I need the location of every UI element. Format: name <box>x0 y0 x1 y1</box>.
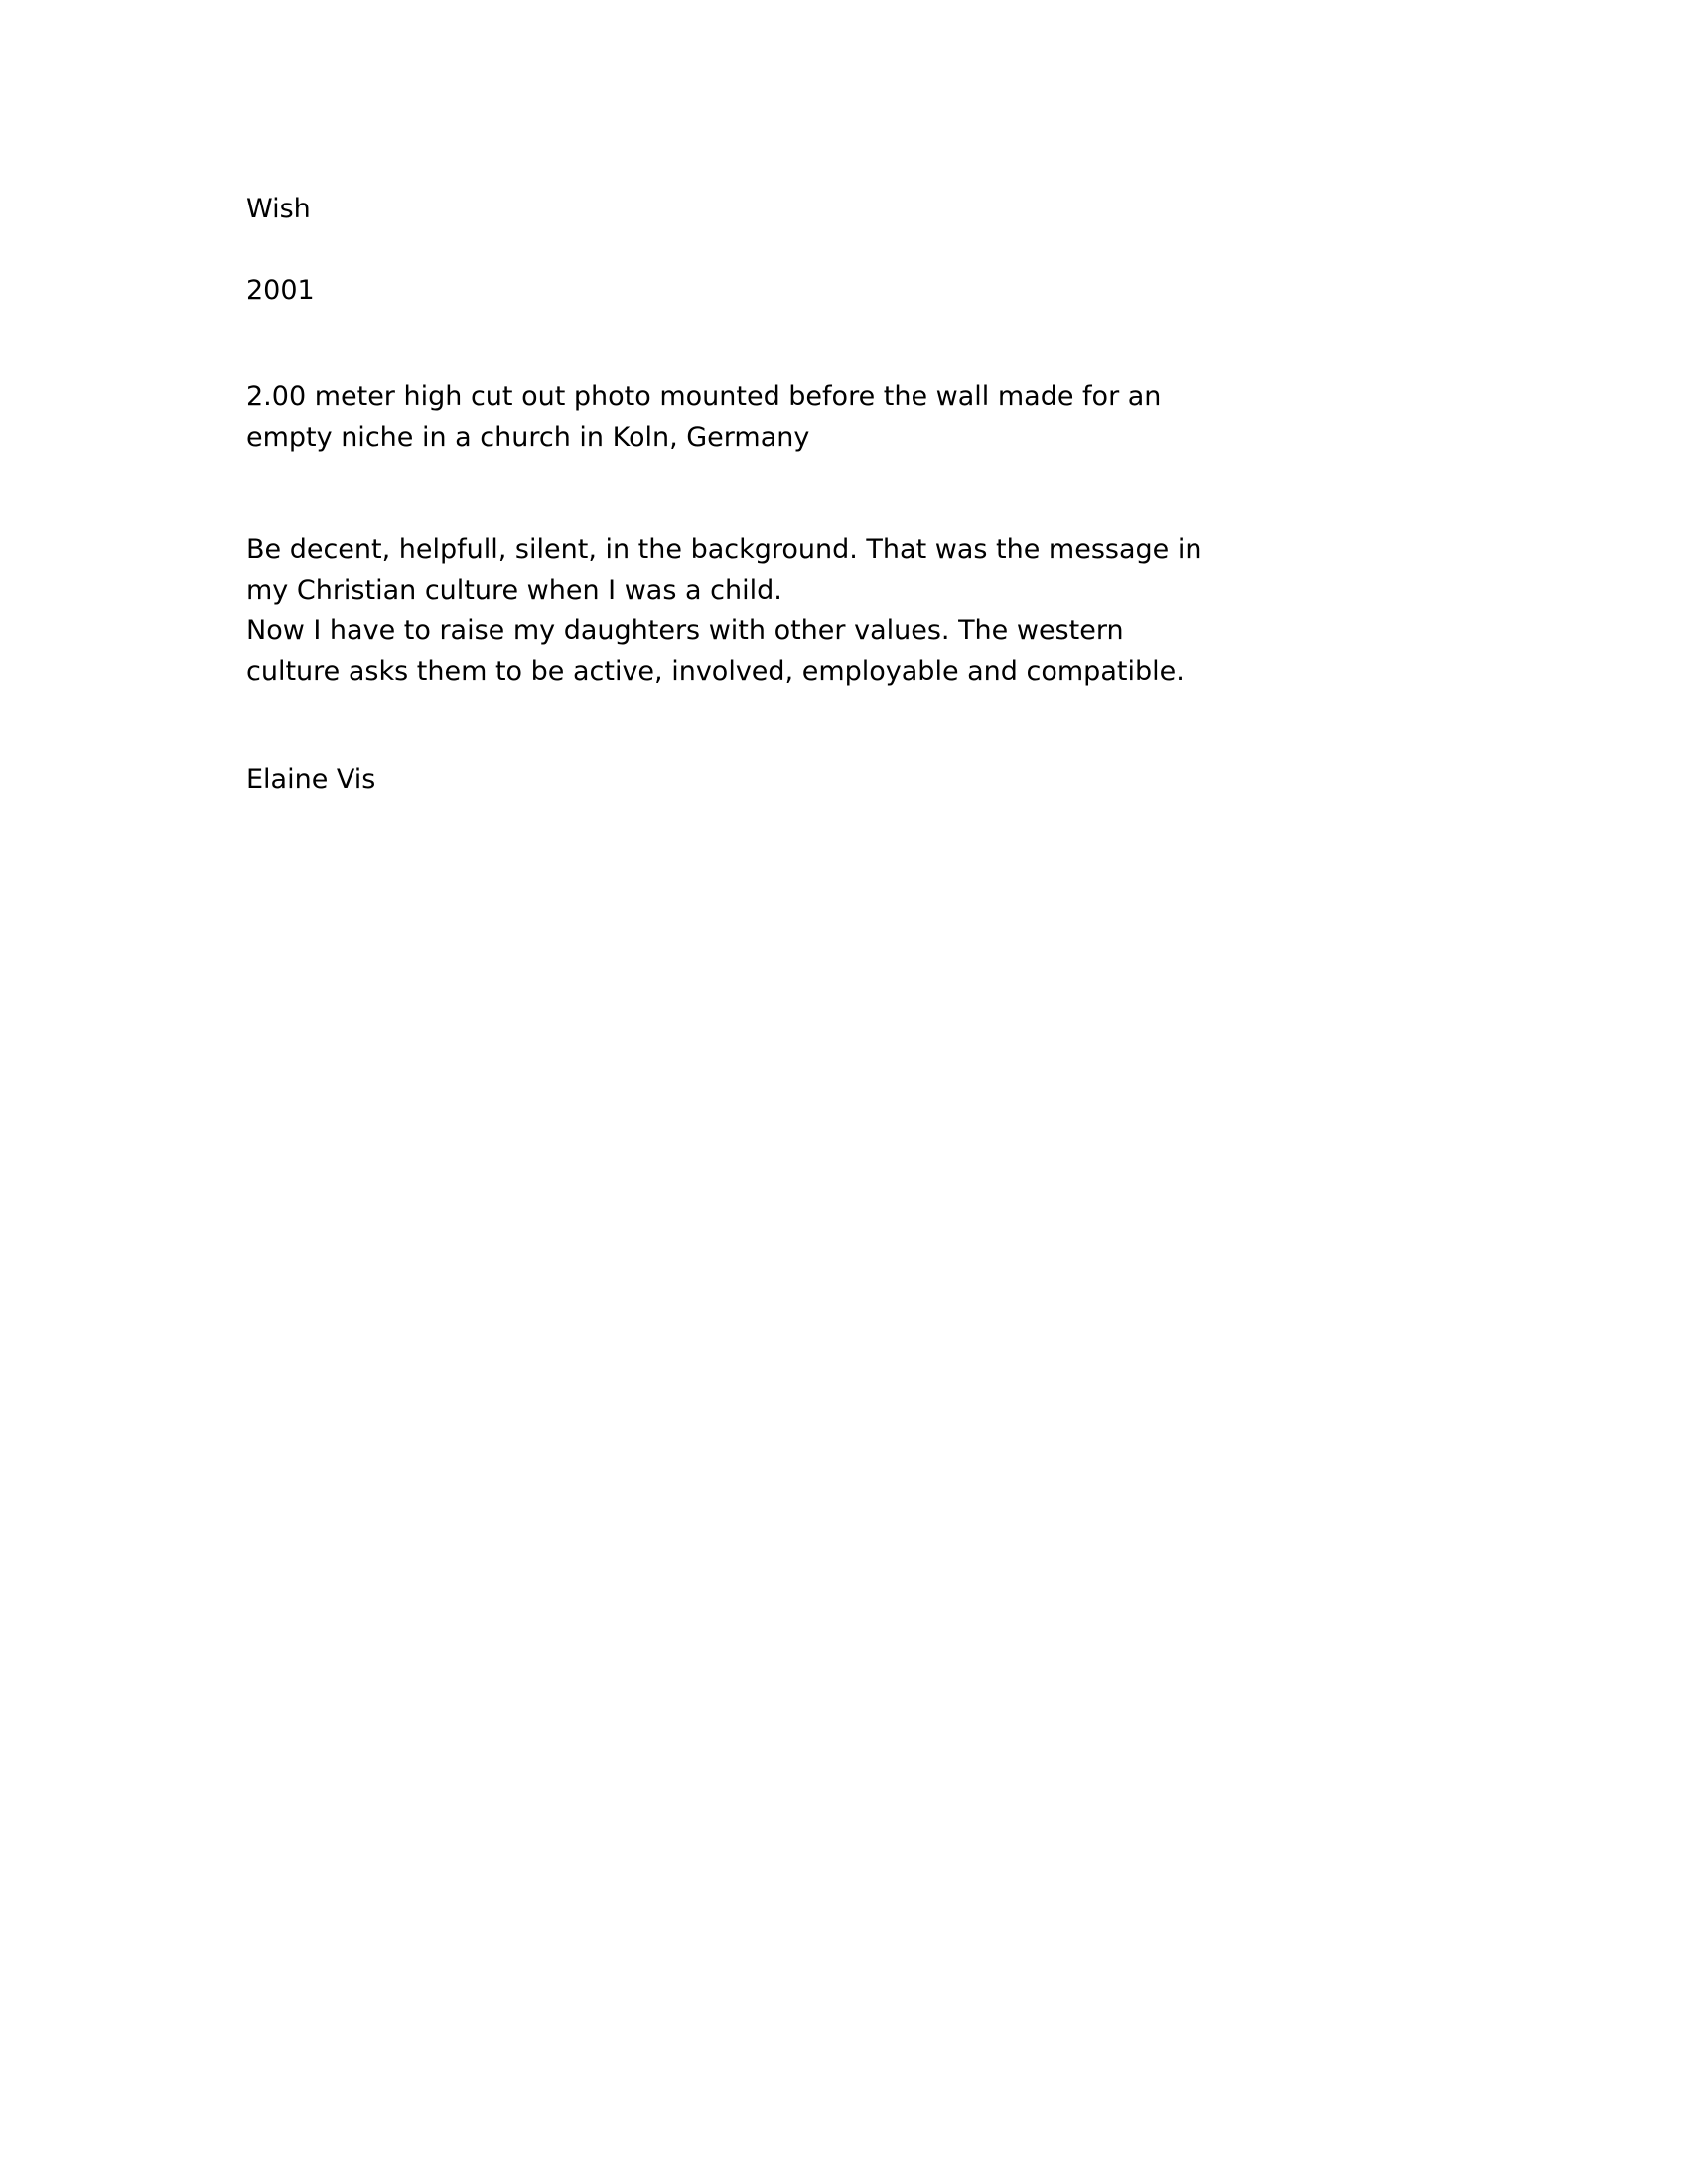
artist-statement-line-4: culture asks them to be active, involved, employable and compatible. <box>246 656 1185 687</box>
artist-statement-line-1: Be decent, helpfull, silent, in the background. That was the message in <box>246 534 1202 565</box>
artwork-year: 2001 <box>246 275 315 306</box>
spacer-after-year <box>246 311 1477 376</box>
artist-statement-line-2: my Christian culture when I was a child. <box>246 575 782 606</box>
spacer-after-title <box>246 229 1477 270</box>
artist-name: Elaine Vis <box>246 764 376 795</box>
artwork-description-line-1: 2.00 meter high cut out photo mounted before the wall made for an <box>246 381 1162 412</box>
artist-statement-line-3: Now I have to raise my daughters with other values. The western <box>246 615 1124 646</box>
document-body <box>246 189 1477 800</box>
artwork-description-line-2: empty niche in a church in Koln, Germany <box>246 422 810 453</box>
spacer-after-statement <box>246 692 1477 759</box>
artwork-title: Wish <box>246 194 311 224</box>
spacer-after-description <box>246 458 1477 529</box>
